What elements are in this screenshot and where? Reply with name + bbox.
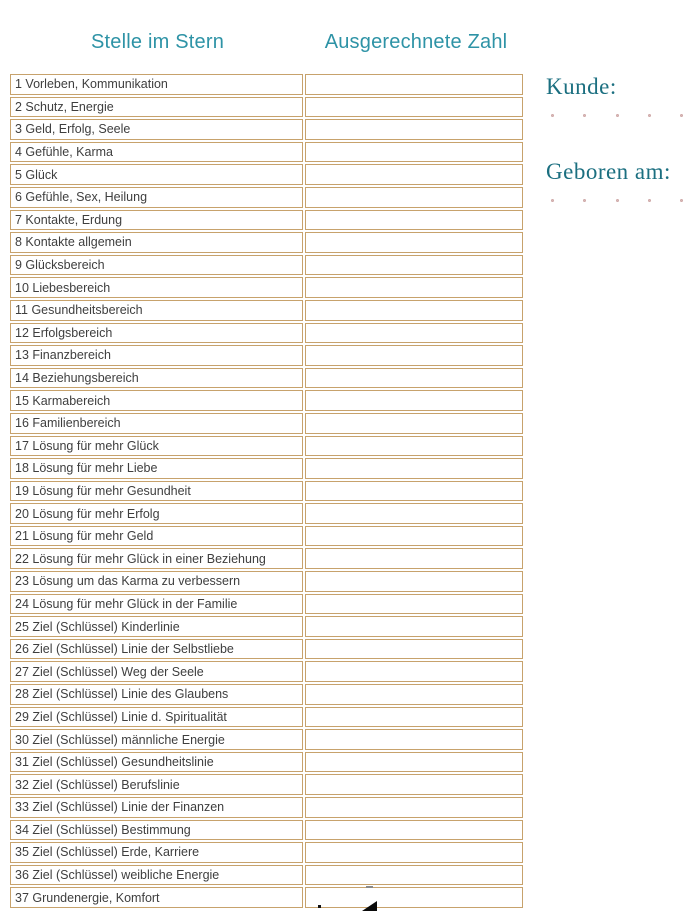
table-row [10, 661, 523, 682]
calculated-number-cell[interactable] [305, 774, 523, 795]
calculated-number-cell[interactable] [305, 526, 523, 547]
calculated-number-cell[interactable] [305, 729, 523, 750]
calculated-number-cell[interactable] [305, 277, 523, 298]
table-row [10, 74, 523, 95]
position-label: 18 Lösung für mehr Liebe [10, 458, 303, 479]
calculated-number-cell[interactable] [305, 74, 523, 95]
calculated-number-cell[interactable] [305, 436, 523, 457]
calculated-number-cell[interactable] [305, 684, 523, 705]
table-row [10, 323, 523, 344]
calculated-number-cell[interactable] [305, 164, 523, 185]
calculated-number-cell[interactable] [305, 594, 523, 615]
customer-label: Kunde: [546, 74, 617, 99]
position-label: 10 Liebesbereich [10, 277, 303, 298]
fill-line-dot [551, 199, 554, 202]
fill-line-dot [648, 199, 651, 202]
table-row [10, 277, 523, 298]
position-label: 17 Lösung für mehr Glück [10, 436, 303, 457]
table-row [10, 503, 523, 524]
position-label: 5 Glück [10, 164, 303, 185]
position-label: 22 Lösung für mehr Glück in einer Beziehung [10, 548, 303, 569]
birthdate-label: Geboren am: [546, 159, 671, 184]
calculated-number-cell[interactable] [305, 842, 523, 863]
calculated-number-cell[interactable] [305, 548, 523, 569]
calculated-number-cell[interactable] [305, 142, 523, 163]
calculated-number-cell[interactable] [305, 187, 523, 208]
table-row [10, 571, 523, 592]
pen-dash-mark [366, 886, 373, 888]
calculated-number-cell[interactable] [305, 707, 523, 728]
table-row [10, 187, 523, 208]
table-row [10, 436, 523, 457]
fill-line-dot [583, 114, 586, 117]
table-row [10, 300, 523, 321]
calculated-number-cell[interactable] [305, 368, 523, 389]
table-row [10, 413, 523, 434]
table-row [10, 639, 523, 660]
column-header-ausgerechnete-zahl: Ausgerechnete Zahl [324, 31, 508, 53]
calculated-number-cell[interactable] [305, 390, 523, 411]
calculated-number-cell[interactable] [305, 413, 523, 434]
table-row [10, 164, 523, 185]
table-row [10, 594, 523, 615]
table-row [10, 842, 523, 863]
table-row [10, 752, 523, 773]
fill-line-dot [616, 114, 619, 117]
position-label: 13 Finanzbereich [10, 345, 303, 366]
calculated-number-cell[interactable] [305, 661, 523, 682]
calculated-number-cell[interactable] [305, 481, 523, 502]
position-label: 7 Kontakte, Erdung [10, 210, 303, 231]
calculated-number-cell[interactable] [305, 616, 523, 637]
table-body [10, 74, 523, 908]
calculated-number-cell[interactable] [305, 97, 523, 118]
calculated-number-cell[interactable] [305, 300, 523, 321]
fill-line-dot [648, 114, 651, 117]
whiteout-smudge [320, 891, 455, 901]
table-row [10, 390, 523, 411]
position-label: 19 Lösung für mehr Gesundheit [10, 481, 303, 502]
calculated-number-cell[interactable] [305, 232, 523, 253]
calculated-number-cell[interactable] [305, 255, 523, 276]
customer-fill-dotted-line[interactable] [551, 113, 683, 117]
calculated-number-cell[interactable] [305, 820, 523, 841]
table-row [10, 368, 523, 389]
fill-line-dot [680, 199, 683, 202]
table-row [10, 684, 523, 705]
fill-line-dot [551, 114, 554, 117]
position-label: 16 Familienbereich [10, 413, 303, 434]
position-label: 34 Ziel (Schlüssel) Bestimmung [10, 820, 303, 841]
position-label: 20 Lösung für mehr Erfolg [10, 503, 303, 524]
position-label: 1 Vorleben, Kommunikation [10, 74, 303, 95]
position-label: 33 Ziel (Schlüssel) Linie der Finanzen [10, 797, 303, 818]
birthdate-fill-dotted-line[interactable] [551, 198, 683, 202]
table-row [10, 797, 523, 818]
position-label: 25 Ziel (Schlüssel) Kinderlinie [10, 616, 303, 637]
table-row [10, 526, 523, 547]
table-row [10, 142, 523, 163]
calculated-number-cell[interactable] [305, 323, 523, 344]
table-row [10, 548, 523, 569]
table-row [10, 232, 523, 253]
position-label: 2 Schutz, Energie [10, 97, 303, 118]
fill-line-dot [680, 114, 683, 117]
table-row [10, 458, 523, 479]
position-label: 6 Gefühle, Sex, Heilung [10, 187, 303, 208]
position-label: 27 Ziel (Schlüssel) Weg der Seele [10, 661, 303, 682]
position-label: 30 Ziel (Schlüssel) männliche Energie [10, 729, 303, 750]
table-row [10, 729, 523, 750]
table-row [10, 707, 523, 728]
table-row [10, 865, 523, 886]
position-label: 28 Ziel (Schlüssel) Linie des Glaubens [10, 684, 303, 705]
position-label: 31 Ziel (Schlüssel) Gesundheitslinie [10, 752, 303, 773]
calculated-number-cell[interactable] [305, 752, 523, 773]
table-row [10, 255, 523, 276]
calculated-number-cell[interactable] [305, 571, 523, 592]
calculated-number-cell[interactable] [305, 119, 523, 140]
calculated-number-cell[interactable] [305, 210, 523, 231]
position-label: 32 Ziel (Schlüssel) Berufslinie [10, 774, 303, 795]
table-row [10, 481, 523, 502]
calculated-number-cell[interactable] [305, 345, 523, 366]
position-label: 11 Gesundheitsbereich [10, 300, 303, 321]
position-label: 4 Gefühle, Karma [10, 142, 303, 163]
calculated-number-cell[interactable] [305, 503, 523, 524]
position-label: 14 Beziehungsbereich [10, 368, 303, 389]
position-label: 8 Kontakte allgemein [10, 232, 303, 253]
table-row [10, 774, 523, 795]
position-label: 15 Karmabereich [10, 390, 303, 411]
fill-line-dot [583, 199, 586, 202]
calculated-number-cell[interactable] [305, 458, 523, 479]
position-label: 21 Lösung für mehr Geld [10, 526, 303, 547]
table-row [10, 210, 523, 231]
calculated-number-cell[interactable] [305, 865, 523, 886]
table-row [10, 820, 523, 841]
position-label: 26 Ziel (Schlüssel) Linie der Selbstliebe [10, 639, 303, 660]
position-label: 23 Lösung um das Karma zu verbessern [10, 571, 303, 592]
position-label: 12 Erfolgsbereich [10, 323, 303, 344]
position-label: 24 Lösung für mehr Glück in der Familie [10, 594, 303, 615]
column-header-stelle-im-stern: Stelle im Stern [90, 31, 225, 53]
table-row [10, 119, 523, 140]
pen-dot-mark [318, 905, 321, 908]
position-label: 35 Ziel (Schlüssel) Erde, Karriere [10, 842, 303, 863]
position-label: 36 Ziel (Schlüssel) weibliche Energie [10, 865, 303, 886]
position-label: 9 Glücksbereich [10, 255, 303, 276]
calculated-number-cell[interactable] [305, 797, 523, 818]
table-row [10, 345, 523, 366]
table-row [10, 616, 523, 637]
star-positions-table [8, 72, 525, 910]
position-label: 37 Grundenergie, Komfort [10, 887, 303, 908]
calculated-number-cell[interactable] [305, 639, 523, 660]
table-row [10, 97, 523, 118]
fill-line-dot [616, 199, 619, 202]
position-label: 29 Ziel (Schlüssel) Linie d. Spiritualität [10, 707, 303, 728]
position-label: 3 Geld, Erfolg, Seele [10, 119, 303, 140]
